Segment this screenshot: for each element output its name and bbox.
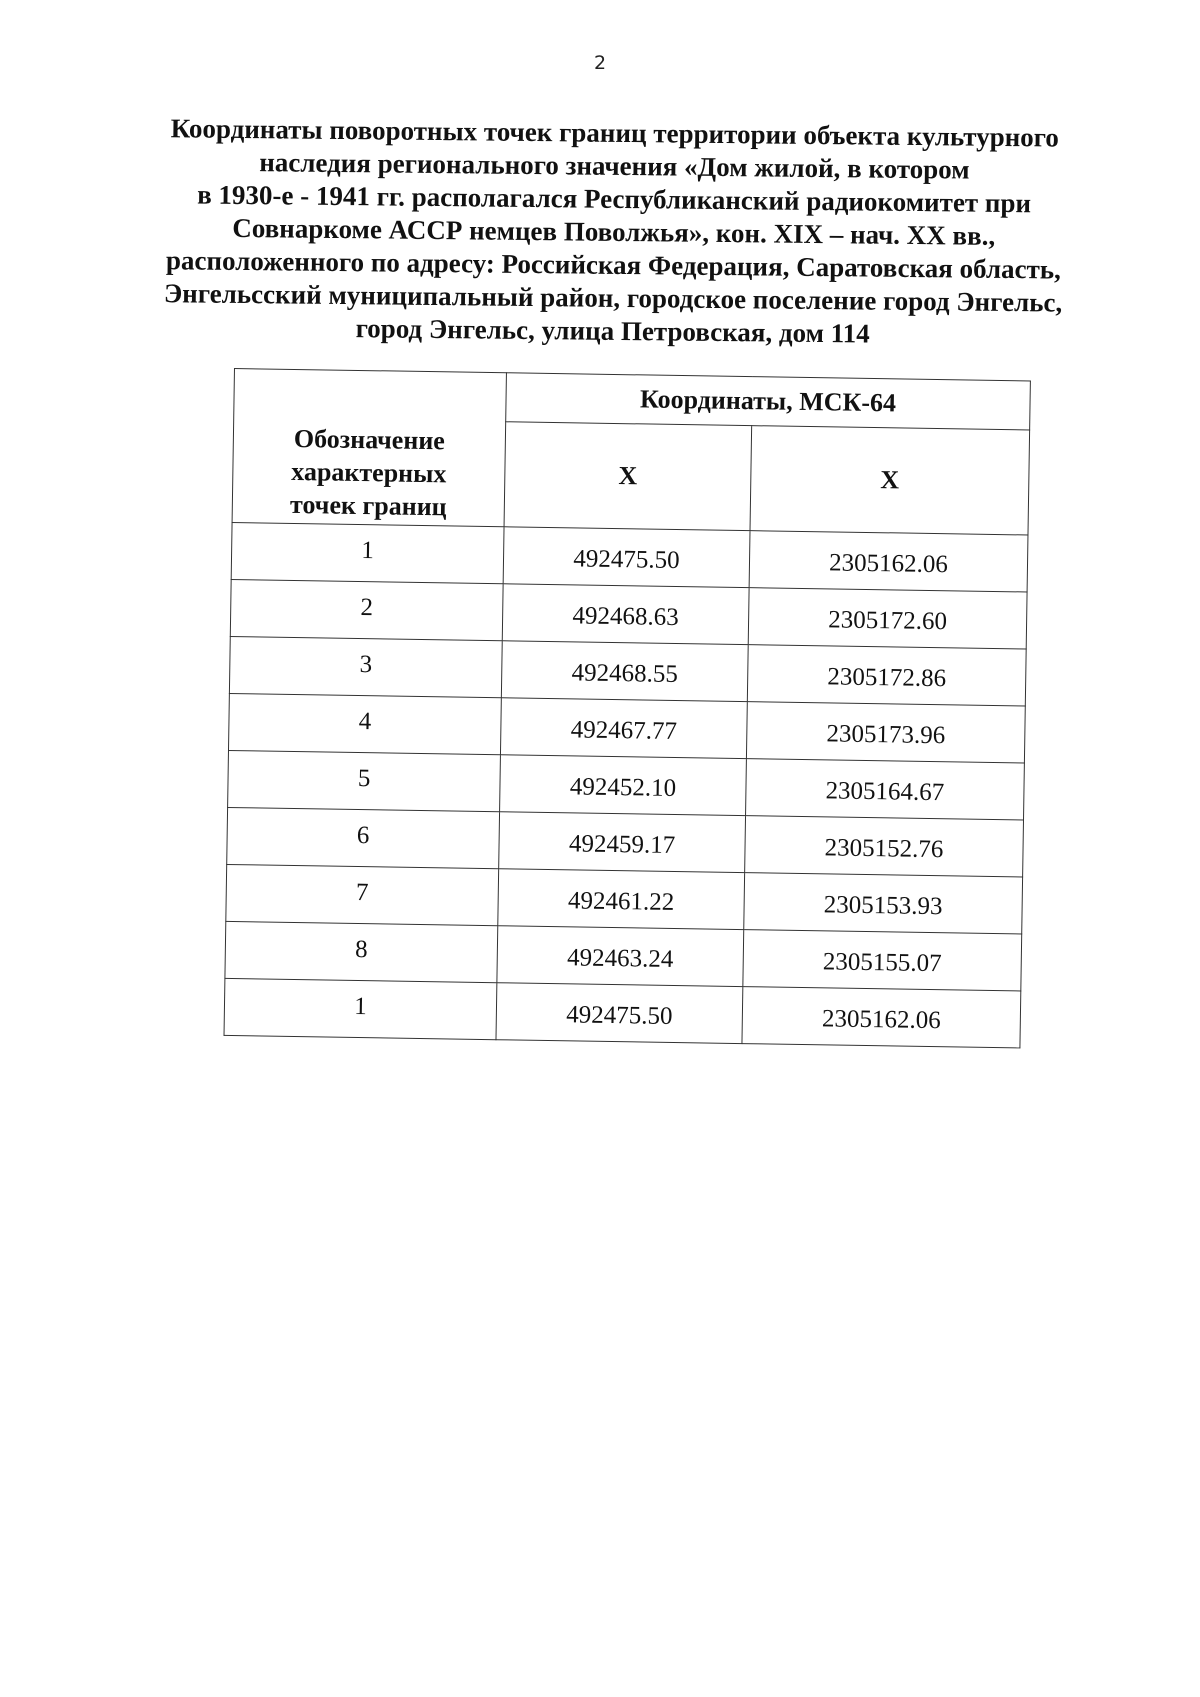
cell-x: 492452.10 [500,755,747,816]
title-line: Координаты поворотных точек границ территории объекта культурного [170,113,1060,153]
title-line: в 1930-е - 1941 гг. располагался Республиканский радиокомитет при [197,179,1032,219]
title-line: расположенного по адресу: Российская Федерация, Саратовская область, [165,245,1062,285]
cell-point: 1 [231,522,504,583]
cell-point: 7 [226,864,499,925]
cell-point: 2 [230,579,503,640]
header-designation-line: точек границ [289,489,447,522]
cell-x: 492468.55 [501,641,748,702]
cell-x: 492461.22 [498,869,745,930]
title-line: наследия регионального значения «Дом жилой, в котором [259,147,970,185]
document-title [148,112,1080,353]
cell-y: 2305162.06 [749,531,1028,592]
title-line: город Энгельс, улица Петровская, дом 114 [355,313,870,349]
cell-point: 6 [227,807,500,868]
cell-point: 5 [228,750,501,811]
cell-x: 492475.50 [496,983,743,1044]
header-coordinates: Координаты, МСК-64 [506,373,1031,430]
table-row [224,978,1021,1047]
cell-point: 8 [225,921,498,982]
cell-point: 1 [224,978,497,1039]
cell-y: 2305172.86 [747,645,1026,706]
cell-y: 2305164.67 [746,759,1025,820]
cell-y: 2305172.60 [748,588,1027,649]
page-number: 2 [593,52,607,74]
header-y-column: X [750,426,1030,535]
cell-x: 492463.24 [497,926,744,987]
coordinates-table-wrapper [224,368,1030,1048]
cell-y: 2305152.76 [745,816,1024,877]
cell-y: 2305155.07 [743,930,1022,991]
header-designation-line: Обозначение [293,423,446,456]
cell-y: 2305173.96 [746,702,1025,763]
title-line: Энгельсский муниципальный район, городское поселение город Энгельс, [163,278,1063,318]
header-designation-line: характерных [291,456,447,489]
header-designation [232,369,506,527]
cell-point: 3 [229,636,502,697]
cell-x: 492459.17 [499,812,746,873]
cell-point: 4 [228,693,501,754]
coordinates-table [224,368,1031,1048]
cell-x: 492468.63 [502,584,749,645]
title-line: Совнаркоме АССР немцев Поволжья», кон. XIX – нач. XX вв., [232,212,996,251]
cell-y: 2305162.06 [742,987,1021,1048]
table-body [224,522,1028,1047]
cell-x: 492467.77 [500,698,747,759]
cell-x: 492475.50 [503,527,750,588]
cell-y: 2305153.93 [744,873,1023,934]
header-x-column: X [504,422,752,531]
